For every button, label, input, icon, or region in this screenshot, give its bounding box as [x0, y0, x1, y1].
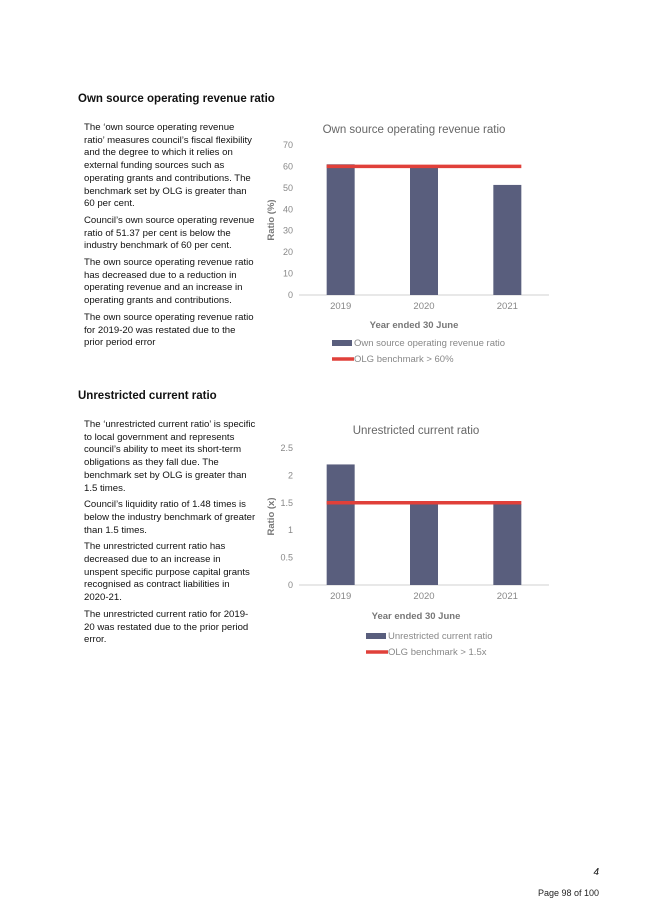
unrestricted-text [84, 419, 256, 651]
y-axis-label: Ratio (%) [266, 199, 277, 241]
chart-title: Own source operating revenue ratio [322, 124, 506, 136]
bar-2020 [410, 166, 438, 295]
paragraph: The ‘unrestricted current ratio’ is specific to local government and represents council’s ability to meet its short-term obligations as they fall due. The benchmark set by OLG is greater than 1.5 times. [84, 419, 256, 494]
paragraph: The own source operating revenue ratio for 2019-20 was restated due to the prior period error [84, 311, 254, 349]
paragraph: The own source operating revenue ratio has decreased due to a reduction in operating revenue and an increase in operating grants and contributions. [84, 257, 254, 307]
legend-bar-swatch [366, 633, 386, 639]
legend-bar-label: Own source operating revenue ratio [354, 338, 506, 349]
y-tick-label: 40 [282, 204, 293, 215]
y-tick-label: 60 [282, 161, 293, 172]
y-tick-label: 10 [282, 268, 293, 279]
y-tick-label: 1.5 [280, 497, 293, 508]
x-tick-label: 2020 [413, 301, 435, 312]
y-tick-label: 20 [282, 247, 293, 258]
y-tick-label: 0 [287, 290, 293, 300]
bar-2021 [493, 185, 521, 295]
y-tick-label: 30 [282, 225, 293, 236]
bar-2019 [327, 164, 355, 295]
y-tick-label: 50 [282, 182, 293, 193]
y-tick-label: 1 [287, 525, 293, 536]
x-tick-label: 2019 [330, 301, 352, 312]
chart-unrestricted-svg [262, 418, 562, 663]
x-axis-label: Year ended 30 June [369, 320, 459, 331]
legend-benchmark-label: OLG benchmark > 1.5x [388, 647, 487, 658]
bar-2020 [410, 501, 438, 585]
y-tick-label: 2.5 [280, 443, 293, 453]
x-tick-label: 2021 [496, 591, 518, 602]
y-tick-label: 0.5 [280, 552, 293, 563]
x-tick-label: 2020 [413, 591, 435, 602]
paragraph: The ‘own source operating revenue ratio’ measures council’s fiscal flexibility and the degree to which it relies on external funding sources such as operating grants and contributions. The benchmark set by OLG is greater than 60 per cent. [84, 122, 252, 210]
chart-title: Unrestricted current ratio [352, 425, 480, 437]
x-axis-label: Year ended 30 June [371, 611, 461, 622]
paragraph: The unrestricted current ratio for 2019-20 was restated due to the prior period error. [84, 608, 249, 646]
bar-2021 [493, 504, 521, 585]
paragraph: Council’s liquidity ratio of 1.48 times is below the industry benchmark of greater than 1.5 times. [84, 499, 256, 536]
y-tick-label: 2 [287, 470, 293, 481]
legend-bar-swatch [332, 340, 352, 346]
page-footer: Page 98 of 100 [537, 888, 599, 898]
chart-unrestricted [262, 418, 562, 663]
paragraph: The unrestricted current ratio has decreased due to an increase in unspent specific purpose capital grants recognised as contract liabilities in 2020-21. [84, 541, 250, 604]
section-title-own-source: Own source operating revenue ratio [78, 93, 275, 105]
chart-own-source-svg [262, 118, 562, 373]
y-tick-label: 0 [287, 580, 293, 590]
x-tick-label: 2019 [330, 591, 352, 602]
section-title-unrestricted: Unrestricted current ratio [78, 390, 217, 402]
page-number: 4 [593, 867, 599, 878]
y-axis-label: Ratio (x) [266, 497, 277, 536]
chart-own-source [262, 118, 562, 373]
y-tick-label: 70 [282, 140, 293, 150]
bar-2019 [327, 464, 355, 585]
paragraph: Council’s own source operating revenue ratio of 51.37 per cent is below the industry benchmark of 60 per cent. [84, 214, 255, 252]
x-tick-label: 2021 [496, 301, 518, 312]
legend-bar-label: Unrestricted current ratio [388, 631, 493, 642]
own-source-text [84, 122, 256, 354]
legend-benchmark-label: OLG benchmark > 60% [354, 354, 454, 365]
